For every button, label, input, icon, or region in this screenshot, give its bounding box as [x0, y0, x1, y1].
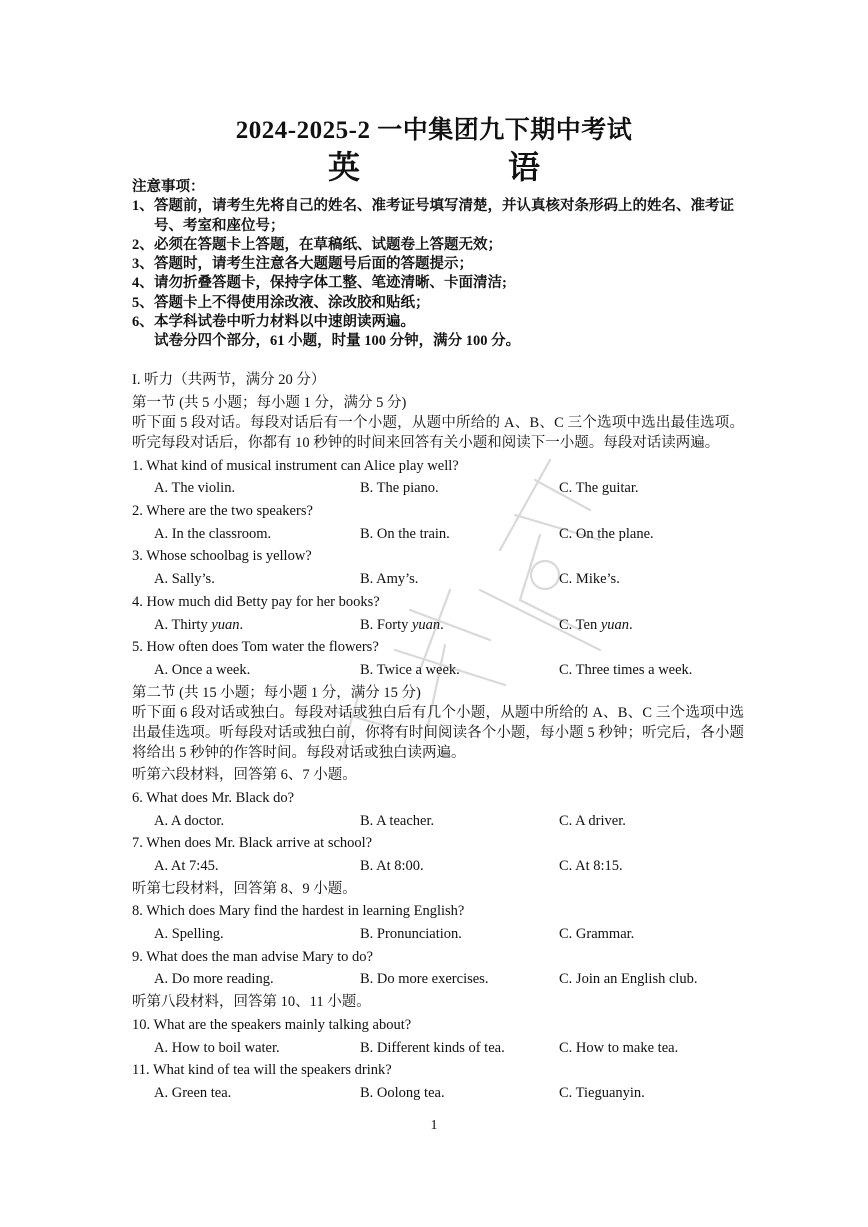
- option-b: B. Different kinds of tea.: [360, 1039, 505, 1056]
- option-c: C. Join an English club.: [559, 971, 698, 988]
- option-a: A. Once a week.: [154, 661, 251, 678]
- option-a: A. How to boil water.: [154, 1039, 280, 1056]
- note-number: 2、: [132, 236, 154, 253]
- option-a: A. Sally’s.: [154, 571, 215, 588]
- page-number: 1: [430, 1118, 438, 1133]
- note-text: 答题前，请考生先将自己的姓名、准考证号填写清楚，并认真核对条形码上的姓名、准考证号、考室和座位号；: [154, 198, 734, 234]
- note-number: 4、: [132, 275, 154, 292]
- option-b: B. At 8:00.: [360, 857, 424, 874]
- option-text: A. Thirty: [154, 616, 212, 633]
- exam-summary: 试卷分四个部分，61 小题，时量 100 分钟，满分 100 分。: [154, 333, 521, 350]
- note-text: 必须在答题卡上答题，在草稿纸、试题卷上答题无效；: [154, 236, 502, 253]
- question-stem: 6. What does Mr. Black do?: [132, 789, 295, 806]
- section-instructions: 听下面 6 段对话或独白。每段对话或独白后有几个小题，从题中所给的 A、B、C 三个选项中选出最佳选项。听每段对话或独白前，你将有时间阅读各个小题，每小题 5 秒钟；听完后，各小题将给出 5 秒钟的作答时间。每段对话或独白读两遍。: [132, 705, 744, 761]
- option-b: B. Amy’s.: [360, 571, 419, 588]
- question-stem: 9. What does the man advise Mary to do?: [132, 948, 373, 965]
- note-text: 请勿折叠答题卡，保持字体工整、笔迹清晰、卡面清洁;: [154, 275, 507, 292]
- option-b: B. On the train.: [360, 525, 450, 542]
- section-instructions: 听下面 5 段对话。每段对话后有一个小题，从题中所给的 A、B、C 三个选项中选出最佳选项。听完每段对话后，你都有 10 秒钟的时间来回答有关小题和阅读下一小题。每段对话读两遍。: [132, 415, 744, 451]
- options-row: [132, 659, 744, 682]
- option-a: A. In the classroom.: [154, 525, 272, 542]
- option-b: B. Twice a week.: [360, 661, 460, 678]
- option-c: C. At 8:15.: [559, 857, 623, 874]
- option-a: [132, 614, 360, 637]
- option-text: B. Forty: [360, 616, 412, 633]
- note-text: 答题时，请考生注意各大题题号后面的答题提示；: [154, 256, 473, 273]
- option-punct: .: [440, 616, 444, 633]
- option-b: B. A teacher.: [360, 812, 435, 829]
- options-row: [132, 1082, 744, 1105]
- option-a: A. Spelling.: [154, 926, 224, 943]
- options-row: [132, 568, 744, 591]
- group-label: 听第八段材料，回答第 10、11 小题。: [132, 994, 371, 1011]
- question-stem: 4. How much did Betty pay for her books?: [132, 593, 380, 610]
- part-heading: I. 听力（共两节，满分 20 分）: [132, 372, 326, 388]
- instructions-box: [132, 178, 742, 352]
- options-row: [132, 810, 744, 833]
- option-c: C. Grammar.: [559, 926, 635, 943]
- subject-title: 英 语: [327, 149, 598, 185]
- options-row: [132, 923, 744, 946]
- note-text: 答题卡上不得使用涂改液、涂改胶和贴纸；: [154, 294, 430, 311]
- option-a: A. A doctor.: [154, 812, 225, 829]
- note-item: [132, 236, 742, 255]
- option-a: A. At 7:45.: [154, 857, 219, 874]
- option-c: C. Three times a week.: [559, 661, 693, 678]
- note-number: 5、: [132, 294, 154, 311]
- option-c: C. A driver.: [559, 812, 626, 829]
- question-stem: 8. Which does Mary find the hardest in learning English?: [132, 903, 465, 920]
- group-label: 听第六段材料，回答第 6、7 小题。: [132, 767, 357, 784]
- group-label: 听第七段材料，回答第 8、9 小题。: [132, 880, 357, 897]
- note-number: 3、: [132, 256, 154, 273]
- section-heading: 第一节 (共 5 小题；每小题 1 分，满分 5 分): [132, 394, 407, 411]
- options-row: [132, 968, 744, 991]
- option-currency: yuan: [211, 616, 240, 633]
- question-stem: 5. How often does Tom water the flowers?: [132, 639, 379, 656]
- note-number: 1、: [132, 198, 154, 215]
- option-a: A. Green tea.: [154, 1084, 232, 1101]
- option-b: [360, 614, 559, 637]
- option-c: [559, 614, 744, 637]
- note-item: [132, 294, 742, 313]
- notes-heading: 注意事项：: [132, 179, 205, 195]
- option-a: A. The violin.: [154, 480, 236, 497]
- question-stem: 3. Whose schoolbag is yellow?: [132, 548, 312, 565]
- option-c: C. The guitar.: [559, 480, 639, 497]
- option-punct: .: [239, 616, 244, 633]
- option-c: C. Mike’s.: [559, 571, 620, 588]
- note-item: [132, 274, 742, 293]
- note-number: 6、: [132, 314, 154, 331]
- question-stem: 11. What kind of tea will the speakers drink?: [132, 1062, 392, 1079]
- question-stem: 2. Where are the two speakers?: [132, 503, 313, 519]
- option-text: C. Ten: [559, 616, 601, 633]
- note-text: 本学科试卷中听力材料以中速朗读两遍。: [154, 314, 415, 331]
- option-currency: yuan: [411, 616, 441, 633]
- option-c: C. How to make tea.: [559, 1039, 679, 1056]
- exam-body: [132, 369, 744, 1105]
- option-b: B. The piano.: [360, 480, 439, 497]
- options-row: [132, 614, 744, 637]
- section-heading: 第二节 (共 15 小题；每小题 1 分，满分 15 分): [132, 684, 421, 701]
- options-row: [132, 477, 744, 500]
- note-item: [132, 255, 742, 274]
- option-c: C. On the plane.: [559, 525, 654, 542]
- options-row: [132, 855, 744, 878]
- question-stem: 1. What kind of musical instrument can Alice play well?: [132, 457, 459, 474]
- option-b: B. Pronunciation.: [360, 926, 462, 943]
- option-b: B. Do more exercises.: [360, 971, 489, 988]
- option-punct: .: [629, 616, 633, 633]
- note-item: [132, 197, 742, 236]
- option-c: C. Tieguanyin.: [559, 1084, 645, 1101]
- exam-title: 2024-2025-2 一中集团九下期中考试: [235, 117, 633, 144]
- option-b: B. Oolong tea.: [360, 1084, 445, 1101]
- note-item: [132, 313, 742, 332]
- question-stem: 10. What are the speakers mainly talking about?: [132, 1016, 412, 1033]
- options-row: [132, 523, 744, 546]
- options-row: [132, 1037, 744, 1060]
- option-a: A. Do more reading.: [154, 971, 274, 988]
- question-stem: 7. When does Mr. Black arrive at school?: [132, 835, 373, 852]
- option-currency: yuan: [600, 616, 630, 633]
